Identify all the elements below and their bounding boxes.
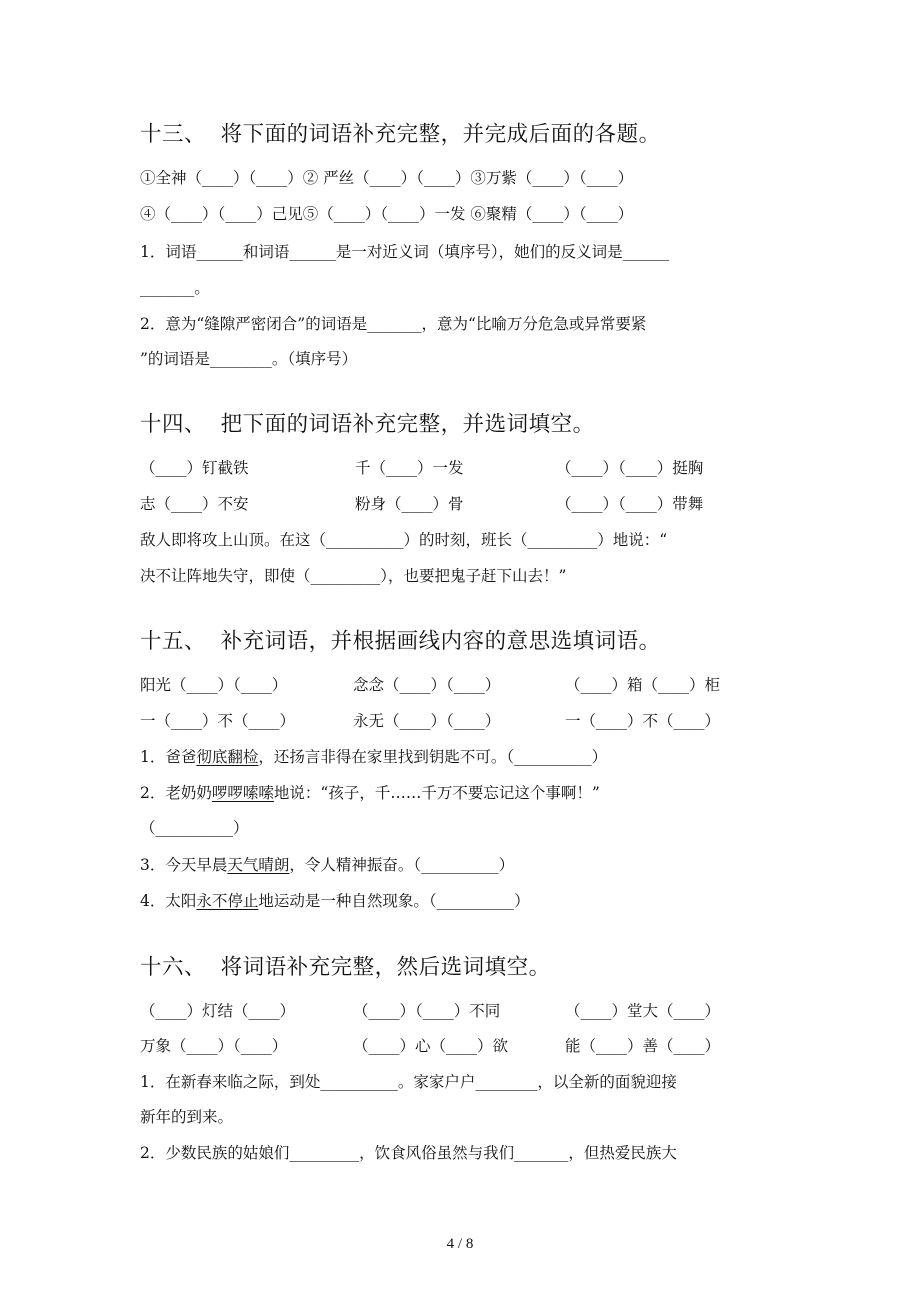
s13-question-1-cont: _______。 (140, 279, 210, 297)
s13-question-2: 2．意为“缝隙严密闭合”的词语是_______，意为“比喻万分危急或异常要紧 (140, 315, 647, 333)
s15-q2-prefix: 2．老奶奶 (140, 784, 212, 802)
s14-word-r2c3: （____）（____）带舞 (556, 495, 704, 513)
s15-question-2-cont: （__________） (140, 819, 249, 837)
s14-paragraph-line-2: 决不让阵地失守，即使（_________），也要把鬼子赶下山去！” (140, 567, 567, 585)
s16-word-r1c3: （____）堂大（____） (565, 1002, 721, 1020)
s15-word-r1c1: 阳光（____）（____） (140, 676, 288, 694)
s15-q1-prefix: 1．爸爸 (140, 748, 197, 766)
s16-word-r2c3: 能（____）善（____） (565, 1037, 721, 1055)
s15-word-r2c2: 永无（____）（____） (353, 712, 501, 730)
s15-q1-underlined: 彻底翻检 (196, 748, 259, 766)
s16-word-r1c2: （____）（____）不同 (353, 1002, 501, 1020)
s15-word-r1c3: （____）箱（____）柜 (565, 676, 721, 694)
s14-word-r2c2: 粉身（____）骨 (355, 495, 464, 513)
s15-q2-underlined: 啰啰嗦嗦 (211, 784, 274, 802)
s15-word-r2c3: 一（____）不（____） (565, 712, 721, 730)
s16-word-r1c1: （____）灯结（____） (140, 1002, 296, 1020)
s15-q3-prefix: 3．今天早晨 (140, 856, 228, 874)
s15-q4-prefix: 4．太阳 (140, 892, 197, 910)
s15-question-1 (140, 747, 607, 767)
s13-word-row-1: ①全神（____）（____）② 严丝（____）（____）③万紫（____）（____） (140, 169, 634, 187)
s15-word-r1c2: 念念（____）（____） (353, 676, 501, 694)
s16-question-1-cont: 新年的到来。 (140, 1108, 234, 1126)
s15-question-2 (140, 783, 600, 803)
s16-question-2: 2．少数民族的姑娘们_________，饮食风俗虽然与我们_______，但热爱民族大 (140, 1144, 677, 1162)
s13-question-2-cont: ”的词语是________。（填序号） (140, 350, 358, 368)
s15-q3-suffix: ，令人精神振奋。（__________） (289, 856, 515, 874)
s16-word-r2c2: （____）心（____）欲 (353, 1037, 509, 1055)
s14-word-r1c3: （____）（____）挺胸 (556, 459, 704, 477)
s15-q1-suffix: ，还扬言非得在家里找到钥匙不可。（__________） (258, 748, 608, 766)
s14-word-r2c1: 志（____）不安 (140, 495, 249, 513)
s15-question-3 (140, 855, 514, 875)
s16-question-1: 1．在新春来临之际，到处__________。家家户户________，以全新的面貌迎接 (140, 1073, 677, 1091)
s13-question-1: 1．词语______和词语______是一对近义词（填序号），她们的反义词是______ (140, 243, 670, 261)
s15-word-r2c1: 一（____）不（____） (140, 712, 296, 730)
s14-paragraph-line-1: 敌人即将攻上山顶。在这（__________）的时刻，班长（_________）地说：“ (140, 531, 668, 549)
page-number: 4 / 8 (446, 1236, 474, 1252)
s15-q3-underlined: 天气晴朗 (227, 856, 290, 874)
s15-question-4 (140, 891, 530, 911)
s14-word-r1c1: （____）钉截铁 (140, 459, 249, 477)
section-15-title: 十五、 补充词语，并根据画线内容的意思选填词语。 (140, 629, 661, 654)
s13-word-row-2: ④（____）（____）己见⑤（____）（____）一发 ⑥聚精（____）（____） (140, 205, 634, 223)
section-14-title: 十四、 把下面的词语补充完整，并选词填空。 (140, 412, 595, 437)
s16-word-r2c1: 万象（____）（____） (140, 1037, 288, 1055)
s14-word-r1c2: 千（____）一发 (355, 459, 464, 477)
section-16-title: 十六、 将词语补充完整，然后选词填空。 (140, 955, 551, 980)
s15-q4-suffix: 地运动是一种自然现象。（__________） (258, 892, 530, 910)
section-13-title: 十三、 将下面的词语补充完整，并完成后面的各题。 (140, 122, 661, 147)
s15-q4-underlined: 永不停止 (196, 892, 259, 910)
s15-q2-suffix: 地说：“孩子，千……千万不要忘记这个事啊！” (273, 784, 600, 802)
